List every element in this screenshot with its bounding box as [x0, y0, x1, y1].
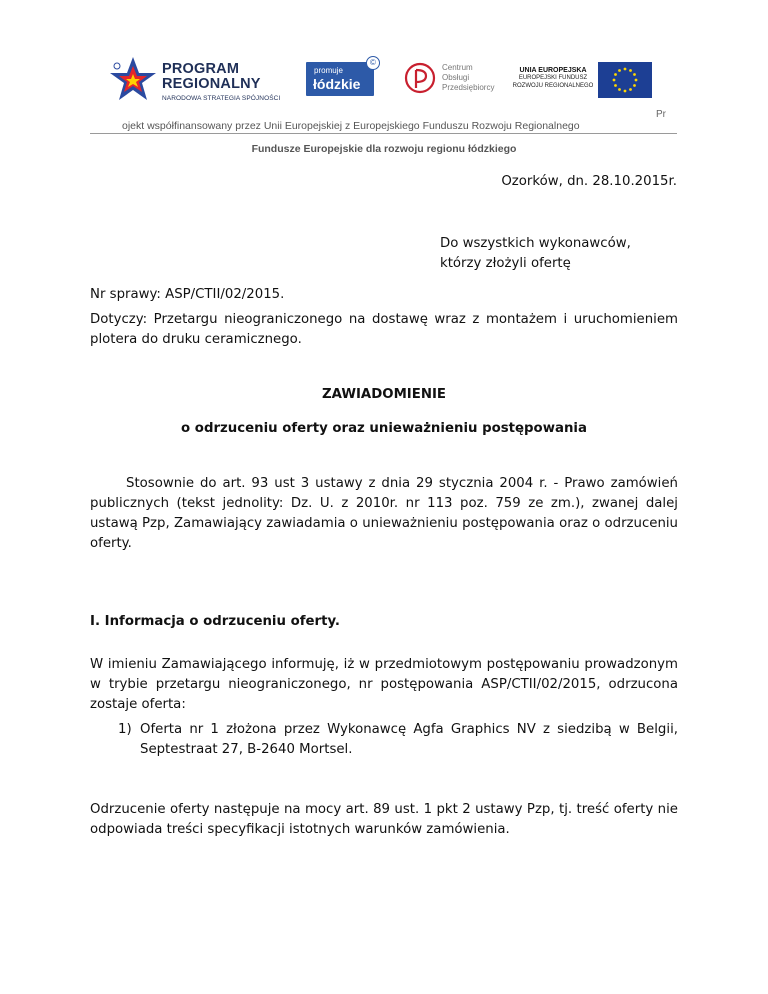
recipient-block	[440, 234, 631, 274]
eu-flag-icon	[598, 62, 652, 98]
ue-logo-line3: ROZWOJU REGIONALNEGO	[512, 83, 594, 89]
unia-europejska-logo	[512, 62, 652, 98]
document-subtitle: o odrzuceniu oferty oraz unieważnieniu postępowania	[181, 421, 587, 436]
program-logo-line2: REGIONALNY	[162, 76, 261, 92]
list-item-number: 1)	[118, 722, 132, 737]
centrum-logo-line1: Centrum	[442, 63, 473, 72]
ue-logo-line1: UNIA EUROPEJSKA	[519, 67, 587, 74]
paragraph-rejection-info: W imieniu Zamawiającego informuję, iż w przedmiotowym postępowaniu prowadzonym w trybie przetargu nieograniczonego, nr postępowania ASP/CTII/02/2015, odrzucona zostaje oferta:	[90, 657, 678, 712]
funds-tagline: Fundusze Europejskie dla rozwoju regionu łódzkiego	[251, 143, 517, 155]
paragraph-legal-basis: Stosownie do art. 93 ust 3 ustawy z dnia 29 stycznia 2004 r. - Prawo zamówień publicznych (tekst jednolity: Dz. U. z 2010r. nr 113 poz. 759 ze zm.), zwanej dalej ustawą Pzp, Zamawiający zawiadamia o unieważnieniu postępowania oraz o odrzuceniu oferty.	[90, 476, 678, 551]
copyright-badge-icon: ©	[366, 56, 380, 70]
section-heading: I. Informacja o odrzuceniu oferty.	[90, 614, 340, 629]
lodzkie-logo-small-text: promuje	[314, 66, 343, 75]
centrum-obslugi-logo	[404, 60, 500, 100]
program-regionalny-logo	[108, 52, 298, 108]
regarding-line: Dotyczy: Przetargu nieograniczonego na dostawę wraz z montażem i uruchomieniem plotera do druku ceramicznego.	[90, 312, 678, 347]
promuje-lodzkie-logo	[306, 62, 374, 96]
header-corner-text: Pr	[656, 109, 666, 120]
lodzkie-logo-big-text: łódzkie	[313, 76, 361, 92]
centrum-logo-line2: Obsługi	[442, 73, 470, 82]
program-logo-line3: NARODOWA STRATEGIA SPÓJNOŚCI	[162, 95, 281, 102]
date-line: Ozorków, dn. 28.10.2015r.	[501, 174, 677, 189]
ue-logo-line2: EUROPEJSKI FUNDUSZ	[518, 75, 588, 81]
recipient-line-2: którzy złożyli ofertę	[440, 256, 571, 271]
case-number: Nr sprawy: ASP/CTII/02/2015.	[90, 287, 285, 302]
program-logo-line1: PROGRAM	[162, 61, 240, 77]
recipient-line-1: Do wszystkich wykonawców,	[440, 236, 631, 251]
header-divider	[90, 133, 677, 134]
program-star-icon	[108, 54, 158, 104]
centrum-circle-icon	[404, 62, 436, 94]
centrum-logo-line3: Przedsiębiorcy	[442, 83, 495, 92]
paragraph-rejection-basis: Odrzucenie oferty następuje na mocy art. 89 ust. 1 pkt 2 ustawy Pzp, tj. treść oferty nie odpowiada treści specyfikacji istotnych warunków zamówienia.	[90, 802, 678, 837]
list-item: Oferta nr 1 złożona przez Wykonawcę Agfa Graphics NV z siedzibą w Belgii, Septestraat 27, B-2640 Mortsel.	[140, 722, 678, 757]
document-title: ZAWIADOMIENIE	[321, 387, 446, 402]
project-cofinancing-line: ojekt współfinansowany przez Unii Europejskiej z Europejskiego Funduszu Rozwoju Regionalnego	[122, 120, 580, 132]
